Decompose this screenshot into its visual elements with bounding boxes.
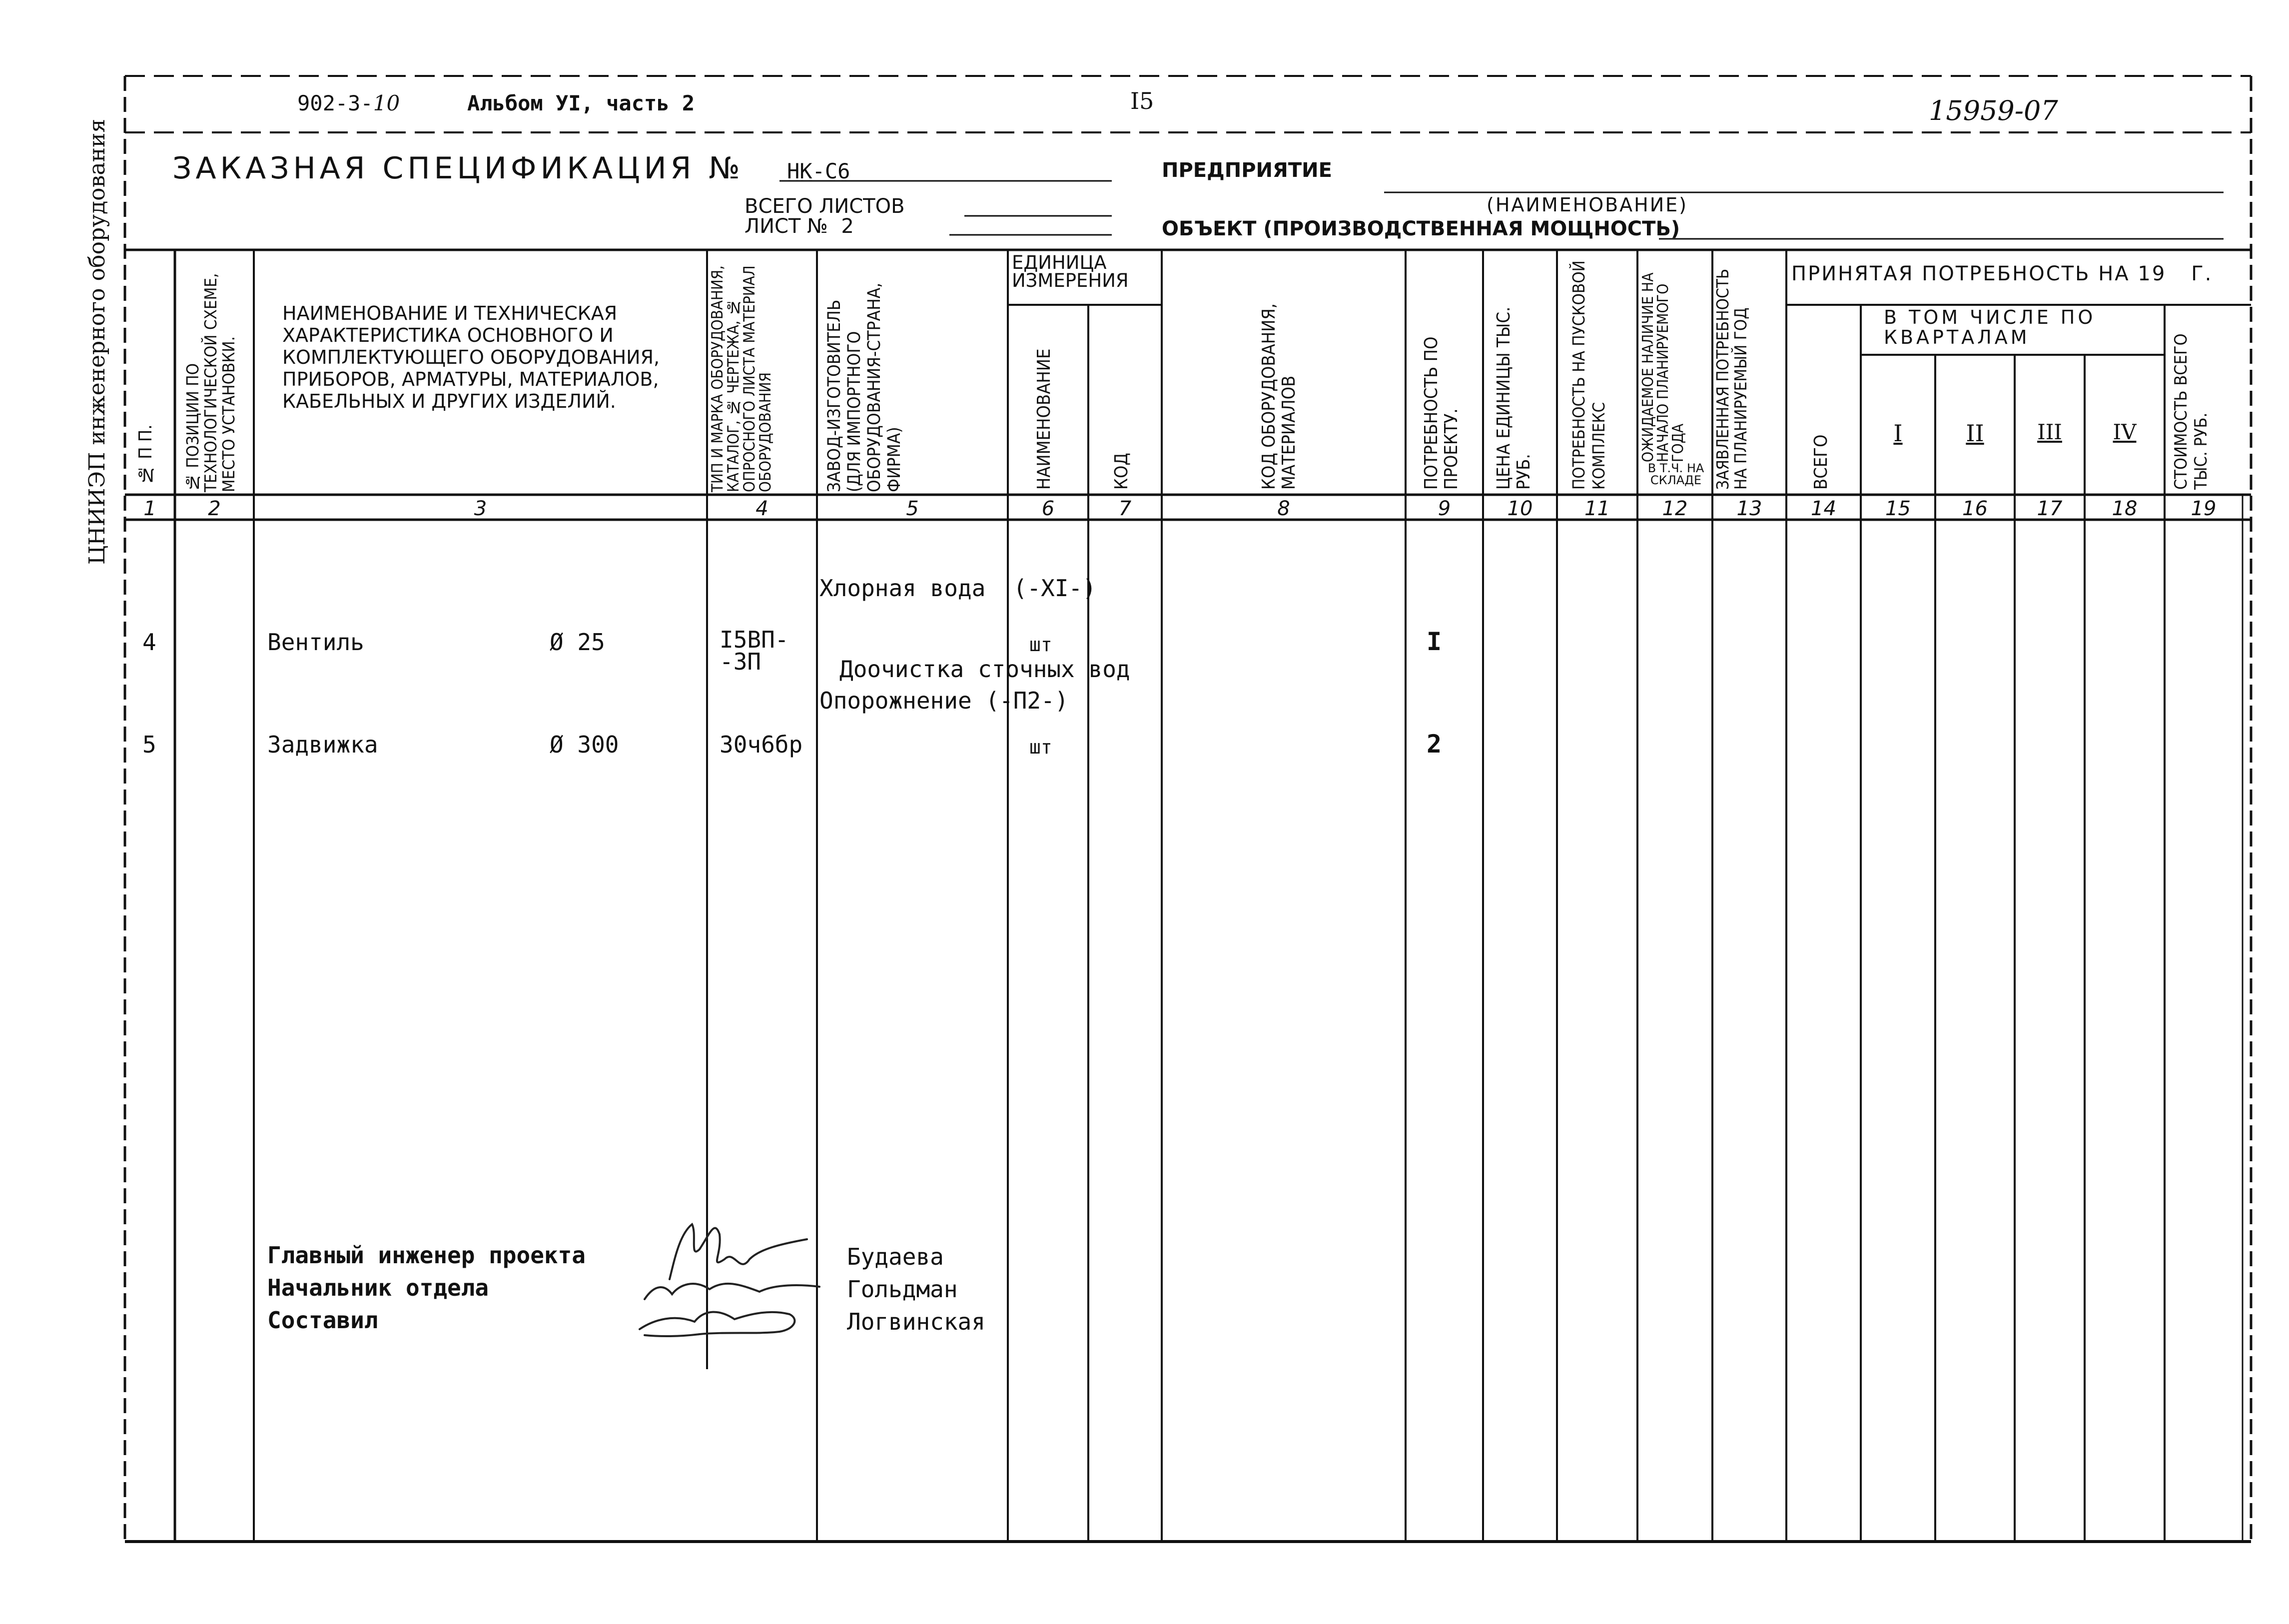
accepted-suffix: Г. [2191, 262, 2213, 285]
role-department-head: Начальник отдела [267, 1274, 489, 1301]
colnum-3: 3 [474, 497, 487, 520]
col18-header: IV [2113, 420, 2137, 444]
row4-name: Вентиль [267, 629, 364, 656]
sheet-number: 2 [841, 215, 854, 238]
section-chlorine-water: Хлорная вода (-XI-) [819, 575, 1096, 602]
colnum-6: 6 [1041, 497, 1055, 520]
row4-size: Ø 25 [550, 629, 605, 656]
row4-unit: шт [1029, 634, 1052, 656]
side-label: ЦНИИЭП инженерного оборудования [84, 118, 110, 565]
row5-qty: 2 [1427, 730, 1442, 759]
row5-name: Задвижка [267, 731, 378, 758]
colnum-4: 4 [756, 497, 768, 520]
colnum-7: 7 [1118, 497, 1132, 520]
colnum-2: 2 [208, 497, 221, 520]
col13-header: ЗАЯВЛЕННАЯ ПОТРЕБНОСТЬ НА ПЛАНИРУЕМЫЙ ГОД [1713, 268, 1750, 490]
page-number: I5 [1130, 87, 1154, 114]
section-drainage: Опорожнение (-П2-) [819, 687, 1069, 714]
name-hint: (НАИМЕНОВАНИЕ) [1487, 194, 1688, 216]
row5-type: 30ч6бр [720, 731, 803, 758]
colnum-5: 5 [906, 497, 919, 520]
row5-size: Ø 300 [550, 731, 619, 758]
col12-header: ОЖИДАЕМОЕ НАЛИЧИЕ НА НАЧАЛО ПЛАНИРУЕМОГО ГОДА [1639, 272, 1687, 462]
col11-header: ПОТРЕБНОСТЬ НА ПУСКОВОЙ КОМПЛЕКС [1569, 260, 1608, 490]
colnum-9: 9 [1438, 497, 1451, 520]
colnum-11: 11 [1584, 497, 1610, 520]
colnum-16: 16 [1962, 497, 1988, 520]
row4-qty: I [1427, 627, 1442, 656]
colnum-18: 18 [2112, 497, 2138, 520]
object-label: ОБЪЕКТ (ПРОИЗВОДСТВЕННАЯ МОЩНОСТЬ) [1162, 217, 1680, 240]
col7-header: КОД [1111, 453, 1132, 490]
spec-title: ЗАКАЗНАЯ СПЕЦИФИКАЦИЯ № [172, 151, 744, 186]
name-goldman: Гольдман [847, 1276, 958, 1303]
colnum-10: 10 [1507, 497, 1533, 520]
album-label: Альбом УI, часть 2 [467, 91, 695, 115]
name-budaeva: Будаева [847, 1243, 944, 1270]
colnum-13: 13 [1736, 497, 1762, 520]
col15-header: I [1893, 420, 1903, 447]
col1-header: № П П. [135, 424, 156, 485]
col5-header: ЗАВОД-ИЗГОТОВИТЕЛЬ (ДЛЯ ИМПОРТНОГО ОБОРУДОВАНИЯ-СТРАНА, ФИРМА) [824, 282, 904, 492]
col2-header: № ПОЗИЦИИ ПО ТЕХНОЛОГИЧЕСКОЙ СХЕМЕ, МЕСТО УСТАНОВКИ. [183, 273, 238, 492]
colnum-8: 8 [1277, 497, 1290, 520]
col3-header: НАИМЕНОВАНИЕ И ТЕХНИЧЕСКАЯ ХАРАКТЕРИСТИКА ОСНОВНОГО И КОМПЛЕКТУЮЩЕГО ОБОРУДОВАНИЯ, ПРИБОРОВ, АРМАТУРЫ, МАТЕРИАЛОВ, КАБЕЛЬНЫХ И ДРУГИХ ИЗДЕЛИЙ. [282, 302, 660, 412]
col9-header: ПОТРЕБНОСТЬ ПО ПРОЕКТУ. [1421, 336, 1462, 490]
row4-num: 4 [142, 629, 156, 656]
colnum-1: 1 [143, 497, 156, 520]
row5-num: 5 [142, 731, 156, 758]
quarters-header: В ТОМ ЧИСЛЕ ПО КВАРТАЛАМ [1884, 306, 2096, 348]
colnum-17: 17 [2037, 497, 2063, 520]
colnum-15: 15 [1885, 497, 1911, 520]
colnum-14: 14 [1811, 497, 1836, 520]
col14-header: ВСЕГО [1811, 434, 1831, 490]
col16-header: II [1966, 420, 1984, 447]
colnum-12: 12 [1662, 497, 1688, 520]
doc-code: 902-3-10 [297, 91, 400, 115]
archive-number: 15959-07 [1929, 95, 2058, 126]
name-logvinskaya: Логвинская [847, 1308, 985, 1335]
row5-unit: шт [1029, 736, 1052, 758]
role-chief-engineer: Главный инженер проекта [267, 1242, 586, 1269]
col12-extra: В Т.Ч. НА СКЛАДЕ [1647, 461, 1704, 487]
spec-number: НК-С6 [787, 159, 850, 183]
accepted-header: ПРИНЯТАЯ ПОТРЕБНОСТЬ НА 19 Г. [1791, 262, 2213, 285]
col17-header: III [2037, 420, 2062, 444]
unit-group-header: ЕДИНИЦА ИЗМЕРЕНИЯ [1012, 252, 1129, 291]
col4-header: ТИП И МАРКА ОБОРУДОВАНИЯ, КАТАЛОГ, № ЧЕРТЕЖА, № ОПРОСНОГО ЛИСТА МАТЕРИАЛ ОБОРУДОВАНИЯ [709, 265, 774, 492]
row4-type: I5ВП- -3П [720, 626, 789, 675]
col19-header: СТОИМОСТЬ ВСЕГО ТЫС. РУБ. [2171, 333, 2211, 490]
total-sheets-label: ВСЕГО ЛИСТОВ [745, 195, 905, 218]
role-compiled-by: Составил [267, 1307, 378, 1334]
col6-header: НАИМЕНОВАНИЕ [1034, 348, 1054, 490]
colnum-19: 19 [2191, 497, 2217, 520]
section-wastewater: Доочистка сточных вод [839, 656, 1130, 683]
doc-code-handwritten: 10 [373, 91, 400, 115]
sheet-label: ЛИСТ № 2 [745, 215, 854, 238]
enterprise-label: ПРЕДПРИЯТИЕ [1162, 159, 1332, 182]
col8-header: КОД ОБОРУДОВАНИЯ, МАТЕРИАЛОВ [1259, 303, 1299, 490]
col10-header: ЦЕНА ЕДИНИЦЫ ТЫС. РУБ. [1494, 306, 1534, 490]
